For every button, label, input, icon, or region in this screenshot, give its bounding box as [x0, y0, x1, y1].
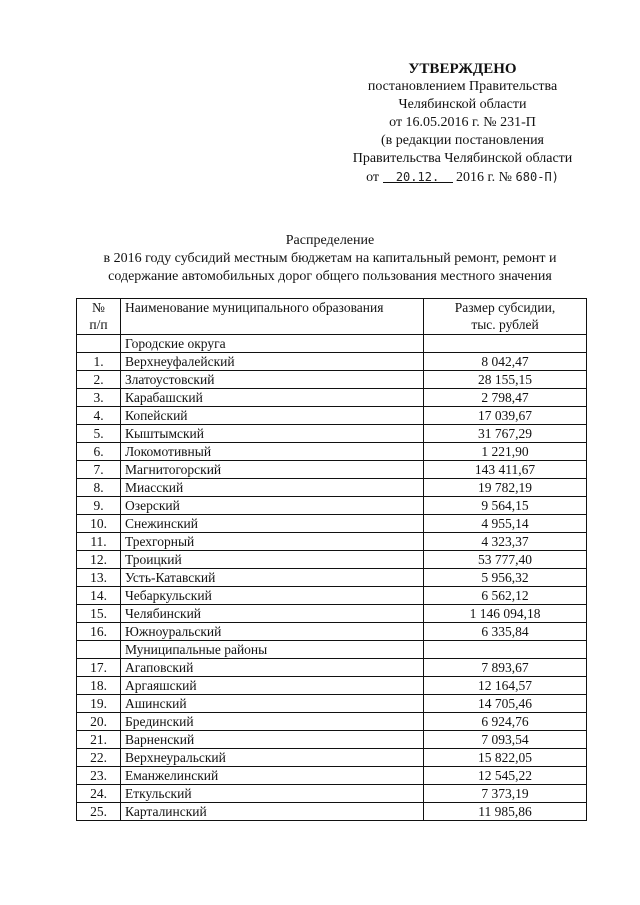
approval-line-2: Челябинской области — [398, 97, 527, 112]
municipality-name: Чебаркульский — [121, 587, 424, 605]
row-number: 16. — [77, 623, 121, 641]
municipality-name: Верхнеуфалейский — [121, 353, 424, 371]
municipality-name: Южноуральский — [121, 623, 424, 641]
municipality-name: Еткульский — [121, 785, 424, 803]
title-line-2: в 2016 году субсидий местным бюджетам на капитальный ремонт, ремонт и — [103, 251, 557, 266]
group-amount-cell — [424, 641, 587, 659]
row-number: 1. — [77, 353, 121, 371]
municipality-name: Озерский — [121, 497, 424, 515]
table-body — [77, 335, 587, 821]
subsidy-amount: 31 767,29 — [424, 425, 587, 443]
subsidy-table — [76, 298, 587, 821]
row-number: 19. — [77, 695, 121, 713]
subsidy-amount: 1 221,90 — [424, 443, 587, 461]
municipality-name: Брединский — [121, 713, 424, 731]
approval-line-5: Правительства Челябинской области — [352, 151, 573, 166]
subsidy-amount: 12 545,22 — [424, 767, 587, 785]
table-row — [77, 587, 587, 605]
header-number-top: № — [92, 300, 105, 315]
table-row — [77, 695, 587, 713]
table-row — [77, 515, 587, 533]
approval-line-4: (в редакции постановления — [380, 133, 545, 148]
row-number: 14. — [77, 587, 121, 605]
table-row — [77, 767, 587, 785]
subsidy-amount: 4 323,37 — [424, 533, 587, 551]
row-number: 21. — [77, 731, 121, 749]
municipality-name: Трехгорный — [121, 533, 424, 551]
table-row — [77, 785, 587, 803]
approved-heading: УТВЕРЖДЕНО — [408, 61, 517, 77]
table-row — [77, 389, 587, 407]
municipality-name: Кыштымский — [121, 425, 424, 443]
table-row — [77, 551, 587, 569]
row-number: 8. — [77, 479, 121, 497]
year-text: 2016 г. № — [456, 170, 513, 185]
table-row — [77, 623, 587, 641]
municipality-name: Ашинский — [121, 695, 424, 713]
document-title — [30, 232, 630, 286]
subsidy-amount: 5 956,32 — [424, 569, 587, 587]
approval-line-3: от 16.05.2016 г. № 231-П — [389, 115, 536, 130]
row-number: 3. — [77, 389, 121, 407]
municipality-name: Челябинский — [121, 605, 424, 623]
subsidy-amount: 9 564,15 — [424, 497, 587, 515]
row-number: 15. — [77, 605, 121, 623]
group-number-cell — [77, 641, 121, 659]
row-number: 11. — [77, 533, 121, 551]
subsidy-amount: 7 093,54 — [424, 731, 587, 749]
header-number-bottom: п/п — [89, 317, 108, 332]
table-row — [77, 371, 587, 389]
table-row — [77, 479, 587, 497]
row-number: 20. — [77, 713, 121, 731]
table-row — [77, 749, 587, 767]
handwritten-number: 680-П) — [515, 170, 559, 184]
municipality-name: Еманжелинский — [121, 767, 424, 785]
subsidy-amount: 11 985,86 — [424, 803, 587, 821]
municipality-name: Магнитогорский — [121, 461, 424, 479]
subsidy-amount: 6 924,76 — [424, 713, 587, 731]
municipality-name: Карталинский — [121, 803, 424, 821]
row-number: 23. — [77, 767, 121, 785]
table-row — [77, 461, 587, 479]
municipality-name: Троицкий — [121, 551, 424, 569]
approval-line-6 — [340, 168, 585, 187]
handwritten-date — [383, 168, 453, 183]
subsidy-amount: 7 373,19 — [424, 785, 587, 803]
row-number: 6. — [77, 443, 121, 461]
group-label: Городские округа — [121, 335, 424, 353]
table-row — [77, 425, 587, 443]
municipality-name: Карабашский — [121, 389, 424, 407]
municipality-name: Усть-Катавский — [121, 569, 424, 587]
row-number: 17. — [77, 659, 121, 677]
row-number: 24. — [77, 785, 121, 803]
table-row — [77, 713, 587, 731]
row-number: 12. — [77, 551, 121, 569]
municipality-name: Златоустовский — [121, 371, 424, 389]
row-number: 13. — [77, 569, 121, 587]
subsidy-amount: 1 146 094,18 — [424, 605, 587, 623]
date-prefix: от — [366, 170, 380, 185]
subsidy-amount: 8 042,47 — [424, 353, 587, 371]
subsidy-amount: 6 335,84 — [424, 623, 587, 641]
table-row — [77, 353, 587, 371]
table-row — [77, 677, 587, 695]
header-amount-bottom: тыс. рублей — [471, 317, 539, 332]
table-row — [77, 605, 587, 623]
table-row — [77, 407, 587, 425]
subsidy-amount: 12 164,57 — [424, 677, 587, 695]
group-row — [77, 335, 587, 353]
subsidy-amount: 53 777,40 — [424, 551, 587, 569]
table-row — [77, 533, 587, 551]
table-row — [77, 497, 587, 515]
subsidy-amount: 2 798,47 — [424, 389, 587, 407]
subsidy-amount: 143 411,67 — [424, 461, 587, 479]
handwritten-date-text: 20.12. — [395, 170, 440, 184]
municipality-name: Варненский — [121, 731, 424, 749]
header-amount — [424, 299, 587, 335]
table-row — [77, 731, 587, 749]
row-number: 25. — [77, 803, 121, 821]
row-number: 18. — [77, 677, 121, 695]
row-number: 22. — [77, 749, 121, 767]
subsidy-amount: 4 955,14 — [424, 515, 587, 533]
group-row — [77, 641, 587, 659]
approval-block — [340, 60, 585, 187]
subsidy-amount: 28 155,15 — [424, 371, 587, 389]
subsidy-amount: 14 705,46 — [424, 695, 587, 713]
subsidy-amount: 7 893,67 — [424, 659, 587, 677]
row-number: 7. — [77, 461, 121, 479]
group-label: Муниципальные районы — [121, 641, 424, 659]
subsidy-amount: 15 822,05 — [424, 749, 587, 767]
group-amount-cell — [424, 335, 587, 353]
title-line-1: Распределение — [285, 233, 375, 248]
municipality-name: Локомотивный — [121, 443, 424, 461]
table-row — [77, 659, 587, 677]
table-row — [77, 443, 587, 461]
group-number-cell — [77, 335, 121, 353]
row-number: 4. — [77, 407, 121, 425]
municipality-name: Снежинский — [121, 515, 424, 533]
header-amount-top: Размер субсидии, — [454, 300, 556, 315]
row-number: 5. — [77, 425, 121, 443]
table-row — [77, 803, 587, 821]
table-header-row — [77, 299, 587, 335]
municipality-name: Миасский — [121, 479, 424, 497]
municipality-name: Верхнеуральский — [121, 749, 424, 767]
municipality-name: Агаповский — [121, 659, 424, 677]
row-number: 10. — [77, 515, 121, 533]
subsidy-amount: 6 562,12 — [424, 587, 587, 605]
row-number: 9. — [77, 497, 121, 515]
title-line-3: содержание автомобильных дорог общего пользования местного значения — [108, 269, 552, 284]
approval-line-1: постановлением Правительства — [367, 79, 558, 94]
row-number: 2. — [77, 371, 121, 389]
subsidy-amount: 19 782,19 — [424, 479, 587, 497]
subsidy-amount: 17 039,67 — [424, 407, 587, 425]
header-number — [77, 299, 121, 335]
municipality-name: Аргаяшский — [121, 677, 424, 695]
municipality-name: Копейский — [121, 407, 424, 425]
header-name: Наименование муниципального образования — [121, 299, 424, 335]
table-row — [77, 569, 587, 587]
